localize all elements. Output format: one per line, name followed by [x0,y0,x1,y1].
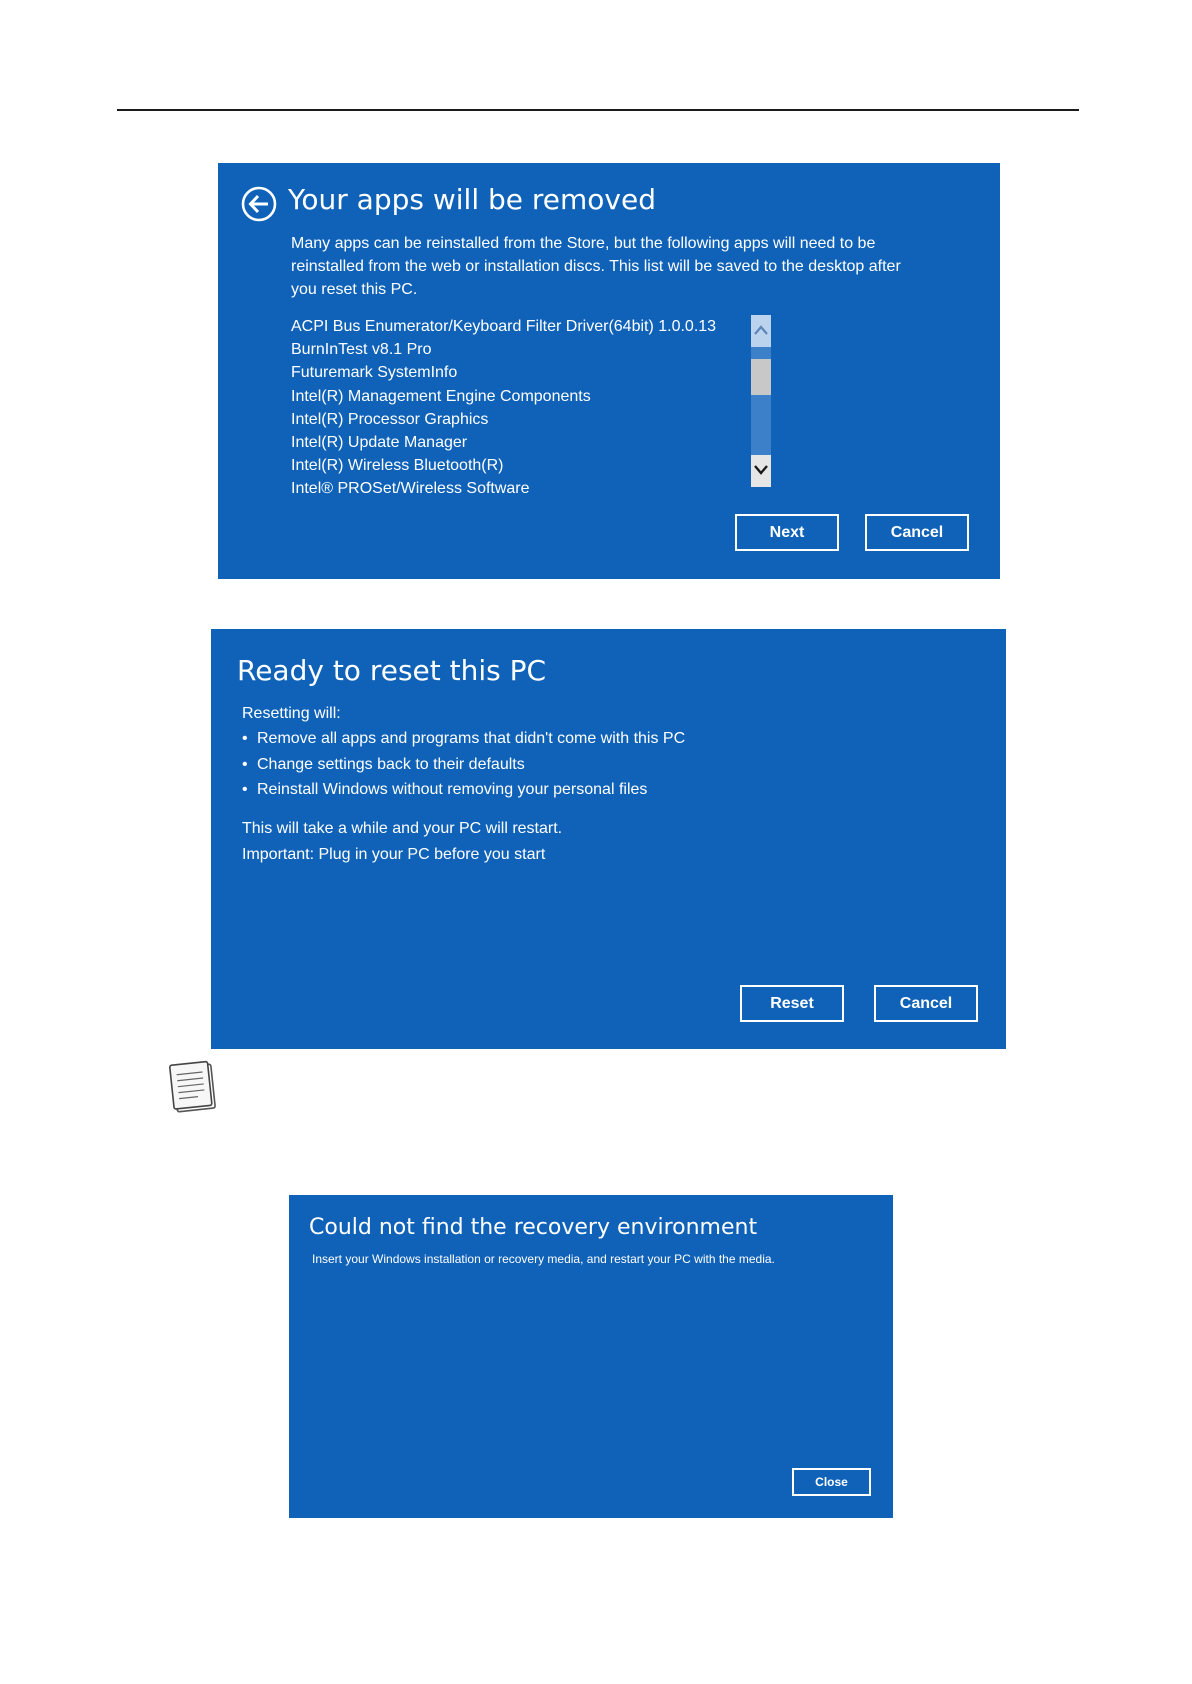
scroll-down-button[interactable] [751,455,771,487]
recovery-message: Insert your Windows installation or recovery media, and restart your PC with the media. [312,1252,775,1266]
chevron-up-icon [754,324,768,336]
apps-removed-dialog [218,163,1000,579]
cancel-button[interactable]: Cancel [874,985,978,1022]
list-item: ACPI Bus Enumerator/Keyboard Filter Driver(64bit) 1.0.0.13 [291,318,717,335]
power-note: Important: Plug in your PC before you start [242,846,546,863]
list-item: BurnInTest v8.1 Pro [291,341,432,359]
cancel-button[interactable]: Cancel [865,514,969,551]
list-item: • Reinstall Windows without removing your personal files [242,781,648,798]
reset-effects-list [242,726,685,803]
description-line-1: Many apps can be reinstalled from the Store, but the following apps will need to be [291,235,876,252]
dialog-title: Your apps will be removed [288,183,657,216]
list-item: Intel(R) Processor Graphics [291,410,489,428]
next-button[interactable]: Next [735,514,839,551]
list-item: Intel(R) Wireless Bluetooth(R) [291,457,504,475]
dialog-title: Could not find the recovery environment [309,1215,758,1240]
chevron-down-icon [754,464,768,476]
resetting-intro: Resetting will: [242,705,341,722]
apps-list-scrollbar[interactable] [751,315,771,487]
description-line-2: reinstalled from the web or installation discs. This list will be saved to the desktop after [291,258,901,275]
recovery-not-found-dialog [289,1195,893,1518]
scroll-up-button[interactable] [751,315,771,347]
list-item: • Remove all apps and programs that didn't come with this PC [242,730,686,747]
back-arrow-icon[interactable] [241,186,277,222]
reset-button[interactable]: Reset [740,985,844,1022]
list-item: Intel® PROSet/Wireless Software [291,480,530,498]
list-item: Futuremark SystemInfo [291,364,458,382]
dialog-title: Ready to reset this PC [237,654,547,687]
header-rule [117,109,1079,111]
note-paper-icon [167,1058,221,1116]
description-line-3: you reset this PC. [291,281,418,298]
restart-note: This will take a while and your PC will restart. [242,820,563,837]
list-item: Intel(R) Management Engine Components [291,387,591,405]
list-item: • Change settings back to their defaults [242,755,525,773]
apps-list[interactable] [291,315,749,498]
list-item: Intel(R) Update Manager [291,434,468,452]
close-button[interactable]: Close [792,1468,871,1496]
scroll-thumb[interactable] [751,359,771,395]
ready-to-reset-dialog [211,629,1006,1049]
